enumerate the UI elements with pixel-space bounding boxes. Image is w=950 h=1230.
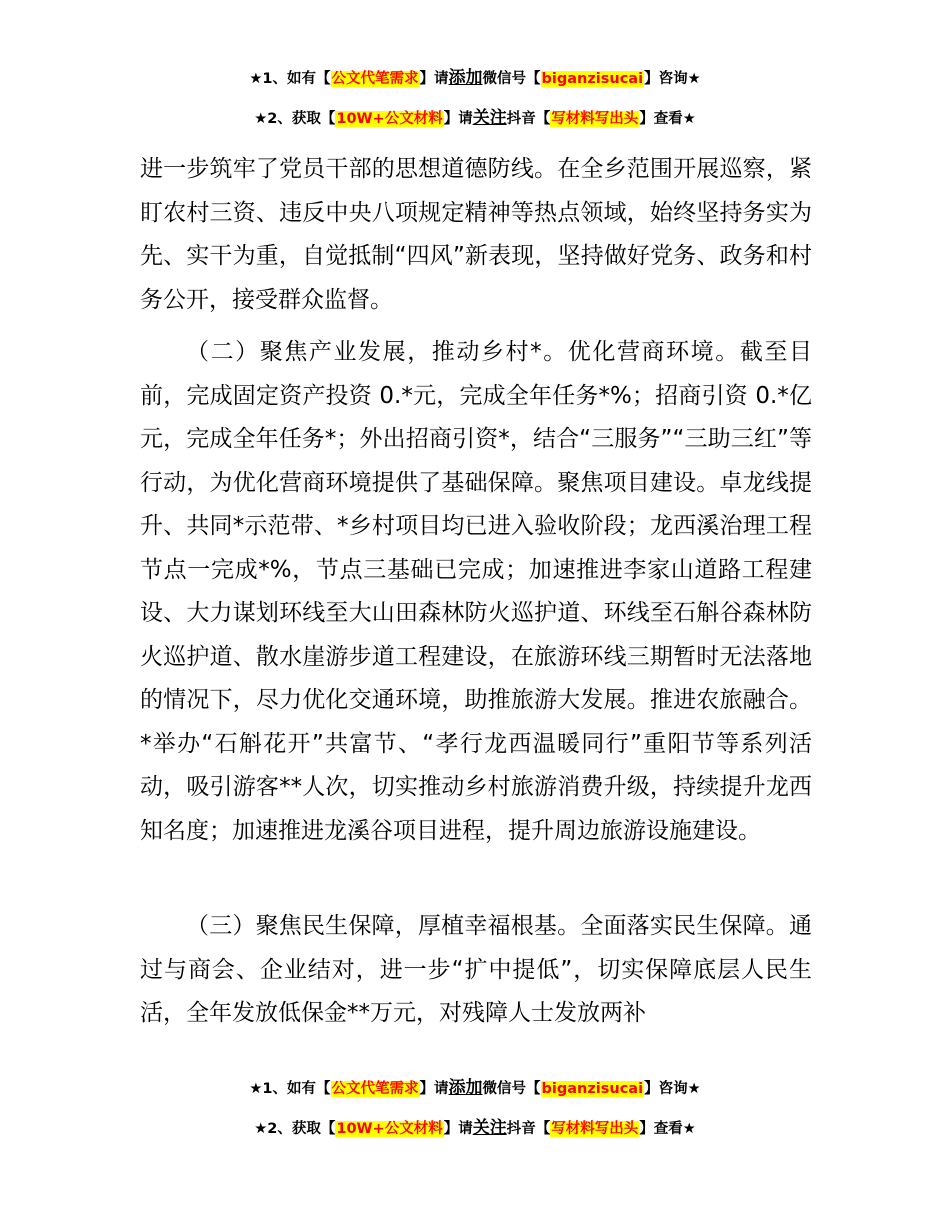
promo-emphasis: 关注 — [472, 108, 507, 128]
promo-text: 微信号【 — [482, 1081, 541, 1097]
promo-text: 】咨询★ — [644, 1081, 701, 1097]
promo-emphasis: 关注 — [472, 1118, 507, 1138]
promo-text: 微信号【 — [482, 71, 541, 87]
promo-text: ★1、如有【 — [249, 71, 331, 87]
promo-text: ★2、获取【 — [254, 111, 336, 127]
footer-promo-line-1 — [0, 1077, 950, 1100]
footer-promo-line-2 — [0, 1117, 950, 1140]
promo-text: 抖音【 — [506, 1121, 551, 1137]
promo-douyin-id: 写材料写出头 — [551, 111, 639, 127]
body-paragraph-3 — [140, 905, 812, 1036]
promo-douyin-id: 写材料写出头 — [551, 1121, 639, 1137]
promo-text: 】查看★ — [639, 111, 696, 127]
promo-emphasis: 添加 — [448, 1078, 483, 1098]
paragraph-text: （三）聚焦民生保障，厚植幸福根基。全面落实民生保障。通过与商会、企业结对，进一步“扩中提低”，切实保障底层人民生活，全年发放低保金**万元，对残障人士发放两补 — [140, 913, 812, 1026]
header-promo-line-2 — [0, 107, 950, 130]
header-promo-line-1 — [0, 67, 950, 90]
promo-text: 】请 — [443, 1121, 473, 1137]
body-paragraph-1 — [140, 148, 812, 322]
promo-text: 】请 — [419, 1081, 449, 1097]
promo-highlight: 公文代笔需求 — [331, 71, 419, 87]
promo-text: 抖音【 — [506, 111, 551, 127]
promo-wechat-id: biganzisucai — [541, 1081, 644, 1097]
promo-highlight: 10W+公文材料 — [336, 111, 443, 127]
promo-highlight: 公文代笔需求 — [331, 1081, 419, 1097]
promo-emphasis: 添加 — [448, 68, 483, 88]
paragraph-text: 进一步筑牢了党员干部的思想道德防线。在全乡范围开展巡察，紧盯农村三资、违反中央八项规定精神等热点领域，始终坚持务实为先、实干为重，自觉抵制“四风”新表现，坚持做好党务、政务和村务公开，接受群众监督。 — [140, 156, 812, 313]
promo-text: ★2、获取【 — [254, 1121, 336, 1137]
promo-text: 】请 — [443, 111, 473, 127]
promo-text: 】请 — [419, 71, 449, 87]
promo-text: 】咨询★ — [644, 71, 701, 87]
promo-text: ★1、如有【 — [249, 1081, 331, 1097]
promo-text: 】查看★ — [639, 1121, 696, 1137]
paragraph-text: （二）聚焦产业发展，推动乡村*。优化营商环境。截至目前，完成固定资产投资 0.*元，完成全年任务*%；招商引资 0.*亿元，完成全年任务*；外出招商引资*，结合“三服务”“三助三红”等行动，为优化营商环境提供了基础保障。聚焦项目建设。卓龙线提升、共同*示范带、*乡村项目均已进入验收阶段；龙西溪治理工程节点一完成*%，节点三基础已完成；加速推进李家山道路工程建设、大力谋划环线至大山田森林防火巡护道、环线至石斛谷森林防火巡护道、散水崖游步道工程建设，在旅游环线三期暂时无法落地的情况下，尽力优化交通环境，助推旅游大发展。推进农旅融合。*举办“石斛花开”共富节、“孝行龙西温暖同行”重阳节等系列活动，吸引游客**人次，切实推动乡村旅游消费升级，持续提升龙西知名度；加速推进龙溪谷项目进程，提升周边旅游设施建设。 — [140, 339, 812, 844]
promo-wechat-id: biganzisucai — [541, 71, 644, 87]
promo-highlight: 10W+公文材料 — [336, 1121, 443, 1137]
body-paragraph-2 — [140, 331, 812, 853]
